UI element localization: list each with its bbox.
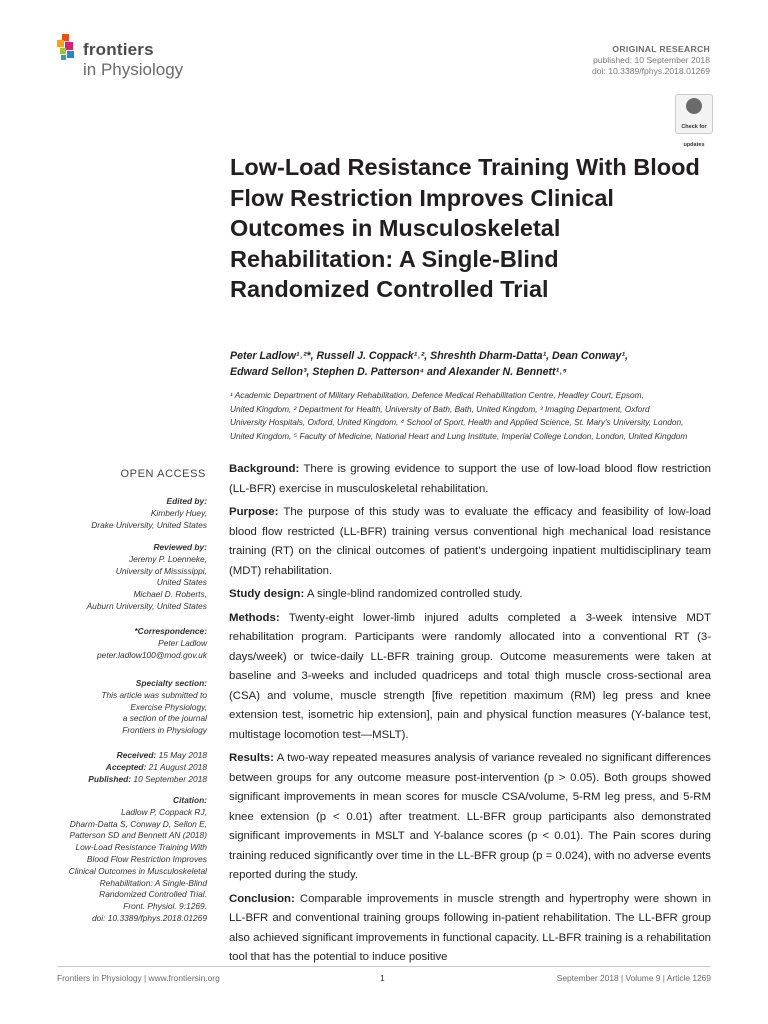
frontiers-logo-icon [57, 34, 79, 62]
specialty-line: This article was submitted to [101, 689, 207, 700]
article-type: ORIGINAL RESEARCH [612, 44, 710, 54]
received-date: 15 May 2018 [158, 750, 207, 760]
published-date-sidebar: 10 September 2018 [133, 773, 207, 784]
journal-logo [57, 34, 217, 82]
background-text: There is growing evidence to support the use of low-load blood flow restriction (LL-BFR) exercise in musculoskeletal rehabilitation. [229, 463, 711, 495]
page-number: 1 [380, 973, 385, 983]
purpose-text: The purpose of this study was to evaluate the efficacy and feasibility of low-load blood flow restricted (LL-BFR) training versus conventional high mechanical load resistance training (RT) on the clinical outcomes of patient's undergoing inpatient multidisciplinary team (MDT) rehabilitation. [229, 506, 711, 577]
published-date: published: 10 September 2018 [592, 55, 710, 65]
results-heading: Results: [229, 752, 274, 764]
reviewer-line: United States [156, 577, 207, 588]
logo-journal-text: in Physiology [83, 60, 184, 79]
author-line: Edward Sellon³, Stephen D. Patterson⁴ and Alexander N. Bennett¹˒⁵ [230, 365, 567, 378]
conclusion-text: Comparable improvements in muscle strength and hypertrophy were shown in LL-BFR and conventional training groups following in-patient rehabilitation. The LL-BFR group also achieved significant improvements in functional capacity. LL-BFR training is a rehabilitation tool that has the potential to induce positive [229, 892, 711, 963]
article-meta [592, 44, 710, 77]
author-line: Peter Ladlow¹˒²*, Russell J. Coppack¹˒², Shreshth Dharm-Datta¹, Dean Conway¹, [230, 350, 628, 362]
published-label: Published: [88, 773, 132, 784]
citation-line: Low-Load Resistance Training With [75, 842, 207, 853]
abstract-design [229, 585, 711, 605]
reviewer-line: Jeremy P. Loenneke, [128, 553, 207, 564]
sidebar-correspondence [97, 626, 207, 661]
correspondence-label: *Correspondence: [134, 626, 207, 636]
footer-volume-info: September 2018 | Volume 9 | Article 1269 [556, 973, 711, 983]
author-list [230, 349, 710, 380]
abstract-purpose [229, 503, 711, 581]
affiliation-line: ¹ Academic Department of Military Rehabilitation, Defence Medical Rehabilitation Centre, Headley Court, Epsom, [230, 390, 644, 400]
reviewer-line: University of Mississippi, [115, 565, 207, 576]
correspondence-name: Peter Ladlow [158, 637, 207, 648]
abstract [229, 460, 711, 972]
citation-line: Front. Physiol. 9:1269. [123, 901, 207, 912]
doi-link[interactable]: doi: 10.3389/fphys.2018.01269 [591, 66, 710, 76]
affiliations [230, 389, 720, 443]
specialty-line: Exercise Physiology, [130, 701, 207, 712]
affiliation-line: University Hospitals, Oxford, United Kingdom, ⁴ School of Sport, Health and Applied Science, St. Mary's University, London, [230, 417, 684, 428]
methods-text: Twenty-eight lower-limb injured adults completed a 3-week intensive MDT rehabilitation program. Participants were randomly allocated into a conventional RT (3-days/week) or twice-daily LL-BFR training group. Outcome measurements were taken at baseline and 3-weeks and included quadriceps and total thigh muscle cross-sectional area (CSA) and volume, muscle strength [five repetition maximum (RM) leg press and knee extension test, isometric hip extension], pain and physical function measures (Y-balance test, multistage locomotion test—MSLT). [229, 611, 711, 741]
background-heading: Background: [229, 463, 300, 475]
sidebar-dates [88, 750, 207, 785]
specialty-label: Specialty section: [135, 678, 207, 688]
received-label: Received: [116, 750, 157, 760]
check-updates-icon [686, 98, 702, 114]
check-for-updates-button[interactable] [675, 94, 713, 148]
footer-divider [57, 966, 711, 967]
citation-line: Randomized Controlled Trial. [99, 889, 207, 900]
abstract-results [229, 749, 711, 886]
citation-line: Patterson SD and Bennett AN (2018) [69, 830, 207, 841]
sidebar-citation [69, 795, 207, 925]
check-updates-label: Check for updates [681, 124, 707, 148]
design-heading: Study design: [229, 588, 305, 600]
correspondence-email[interactable]: peter.ladlow100@mod.gov.uk [97, 649, 207, 660]
citation-line: Blood Flow Restriction Improves [86, 853, 207, 864]
article-title: Low-Load Resistance Training With Blood Flow Restriction Improves Clinical Outcomes in Musculoskeletal Rehabilitation: A Single-Blind Randomized Controlled Trial [230, 154, 700, 302]
reviewer-line: Auburn University, United States [86, 600, 207, 611]
citation-line: Rehabilitation: A Single-Blind [99, 877, 207, 888]
editor-line: Kimberly Huey, [150, 507, 207, 518]
citation-doi[interactable]: doi: 10.3389/fphys.2018.01269 [91, 912, 207, 923]
results-text: A two-way repeated measures analysis of variance revealed no significant differences between groups for any outcome measure post-intervention (p > 0.05). Both groups showed significant improvements in mean scores for muscle CSA/volume, 5-RM leg press, and 5-RM knee extension (p < 0.01) after treatment. LL-BFR group participants also demonstrated significant improvements in MSLT and Y-balance scores (p < 0.01). The Pain scores during training reduced significantly over time in the LL-BFR group (p = 0.024), with no adverse events reported during the study. [229, 752, 711, 881]
abstract-background [229, 460, 711, 499]
sidebar-reviewed-by [87, 542, 207, 613]
reviewed-by-label: Reviewed by: [153, 542, 207, 552]
citation-label: Citation: [173, 795, 207, 805]
sidebar-specialty [101, 678, 207, 737]
citation-line: Clinical Outcomes in Musculoskeletal [68, 865, 207, 876]
accepted-label: Accepted: [105, 761, 147, 772]
methods-heading: Methods: [229, 611, 280, 624]
specialty-line: a section of the journal [122, 713, 207, 724]
purpose-heading: Purpose: [229, 506, 279, 518]
design-text: A single-blind randomized controlled study. [306, 588, 523, 600]
accepted-date: 21 August 2018 [148, 761, 207, 772]
open-access-label: OPEN ACCESS [120, 468, 206, 480]
citation-line: Ladlow P, Coppack RJ, [121, 806, 207, 817]
reviewer-line: Michael D. Roberts, [133, 589, 207, 600]
citation-line: Dharm-Datta S, Conway D, Sellon E, [69, 818, 207, 829]
abstract-conclusion [229, 890, 711, 968]
editor-line: Drake University, United States [91, 519, 207, 530]
specialty-line: Frontiers in Physiology [122, 725, 207, 736]
footer-journal-link[interactable]: Frontiers in Physiology | www.frontiersin.org [57, 973, 220, 983]
sidebar-edited-by [91, 496, 207, 531]
conclusion-heading: Conclusion: [229, 892, 295, 905]
affiliation-line: United Kingdom, ⁵ Faculty of Medicine, National Heart and Lung Institute, Imperial College London, London, United Kingdom [230, 430, 688, 441]
logo-brand-text: frontiers [83, 40, 154, 59]
affiliation-line: United Kingdom, ² Department for Health, University of Bath, Bath, United Kingdom, ³ Imaging Department, Oxford [230, 403, 650, 414]
edited-by-label: Edited by: [166, 496, 207, 506]
abstract-methods [229, 609, 711, 746]
